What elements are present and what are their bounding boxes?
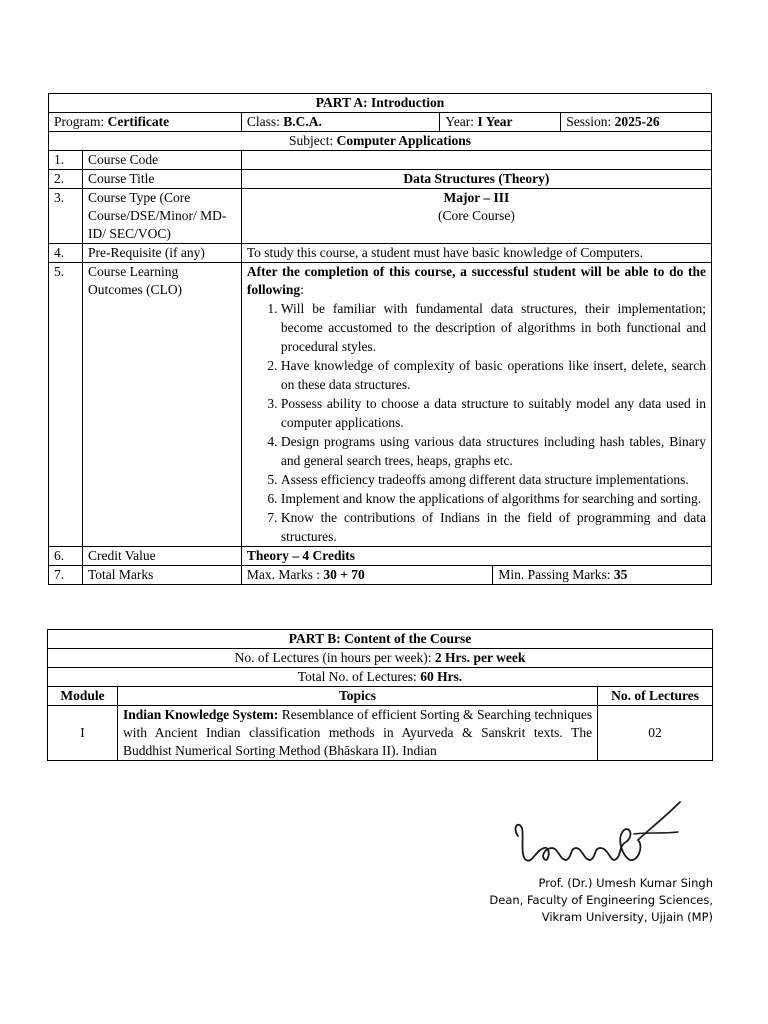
row-clo: [49, 263, 712, 547]
row-label: Pre-Requisite (if any): [82, 244, 241, 263]
row-number: 3.: [49, 189, 83, 244]
lectures-per-week: No. of Lectures (in hours per week): 2 Hrs. per week: [48, 649, 713, 668]
course-type-major: Major – III: [443, 190, 510, 205]
clo-intro: After the completion of this course, a successful student will be able to do the following: [246, 264, 706, 297]
row-course-code: [49, 151, 712, 170]
row-label: Course Type (Core Course/DSE/Minor/ MD-ID/ SEC/VOC): [82, 189, 241, 244]
row-course-title: [49, 170, 712, 189]
row-total-marks: [49, 566, 712, 585]
clo-value: After the completion of this course, a successful student will be able to do the following: 1. Will be familiar with fundamental data structures, their implementation; become accustomed to the description of algorithms in both functional and procedural styles. 2. Have knowledge of complexity of basic operations like insert, delete, search on these data structures. 3. Possess ability to choose a data structure to suitably model any data used in computer applications. 4. Design programs using various data structures including hash tables, Binary and general search trees, heaps, graphs etc. 5. Assess efficiency tradeoffs among different data structure implementations. 6. Implement and know the applications of algorithms for searching and sorting. 7. Know the contributions of Indians in the field of programming and data structures.: [241, 263, 711, 547]
signatory-name: Prof. (Dr.) Umesh Kumar Singh: [538, 876, 713, 890]
min-marks-cell: Min. Passing Marks: 35: [493, 566, 712, 585]
part-b-title: PART B: Content of the Course: [48, 630, 713, 649]
total-lectures: Total No. of Lectures: 60 Hrs.: [48, 668, 713, 687]
row-prerequisite: [49, 244, 712, 263]
clo-item: 7. Know the contributions of Indians in the field of programming and data structures.: [281, 508, 706, 546]
module-row: [48, 706, 713, 761]
module-lectures: 02: [598, 706, 713, 761]
row-value: [241, 151, 711, 170]
credit-value: Theory – 4 Credits: [241, 547, 711, 566]
row-number: 1.: [49, 151, 83, 170]
module-topics: Indian Knowledge System: Resemblance of efficient Sorting & Searching techniques with Ancient Indian classification methods in Ayurveda & Sanskrit texts. The Buddhist Numerical Sorting Method (Bhāskara II). Indian: [117, 706, 597, 761]
row-number: 5.: [49, 263, 83, 547]
year-cell: Year: I Year: [440, 113, 561, 132]
row-label: Total Marks: [82, 566, 241, 585]
column-headers: [48, 687, 713, 706]
part-b-table: [47, 629, 713, 761]
row-credit-value: [49, 547, 712, 566]
clo-list: [247, 299, 706, 546]
clo-item: 6. Implement and know the applications of algorithms for searching and sorting.: [281, 489, 706, 508]
signatory-university: Vikram University, Ujjain (MP): [541, 910, 713, 924]
signatory-designation: Dean, Faculty of Engineering Sciences,: [489, 893, 713, 907]
part-a-table: [48, 93, 712, 585]
part-a-title: PART A: Introduction: [49, 94, 712, 113]
course-title-value: Data Structures (Theory): [241, 170, 711, 189]
clo-item: 1. Will be familiar with fundamental data structures, their implementation; become accustomed to the description of algorithms in both functional and procedural styles.: [281, 299, 706, 356]
max-marks-cell: Max. Marks : 30 + 70: [241, 566, 492, 585]
clo-item: 5. Assess efficiency tradeoffs among different data structure implementations.: [281, 470, 706, 489]
row-label: Course Code: [82, 151, 241, 170]
prerequisite-value: To study this course, a student must have basic knowledge of Computers.: [241, 244, 711, 263]
row-label: Course Learning Outcomes (CLO): [82, 263, 241, 547]
row-number: 4.: [49, 244, 83, 263]
course-type-core: (Core Course): [437, 208, 515, 223]
clo-item: 2. Have knowledge of complexity of basic operations like insert, delete, search on these data structures.: [281, 356, 706, 394]
signature-block: [489, 875, 713, 926]
class-cell: Class: B.C.A.: [241, 113, 440, 132]
session-cell: Session: 2025-26: [561, 113, 712, 132]
row-number: 7.: [49, 566, 83, 585]
clo-item: 3. Possess ability to choose a data structure to suitably model any data used in computer applications.: [281, 394, 706, 432]
subject-cell: Subject: Computer Applications: [49, 132, 712, 151]
row-label: Credit Value: [82, 547, 241, 566]
course-type-value: [241, 189, 711, 244]
row-number: 6.: [49, 547, 83, 566]
module-number: I: [48, 706, 118, 761]
signature-image: [510, 798, 690, 873]
row-course-type: [49, 189, 712, 244]
header-topics: Topics: [117, 687, 597, 706]
clo-item: 4. Design programs using various data structures including hash tables, Binary and general search trees, heaps, graphs etc.: [281, 432, 706, 470]
program-cell: Program: Certificate: [49, 113, 242, 132]
header-lectures: No. of Lectures: [598, 687, 713, 706]
row-label: Course Title: [82, 170, 241, 189]
header-module: Module: [48, 687, 118, 706]
row-number: 2.: [49, 170, 83, 189]
